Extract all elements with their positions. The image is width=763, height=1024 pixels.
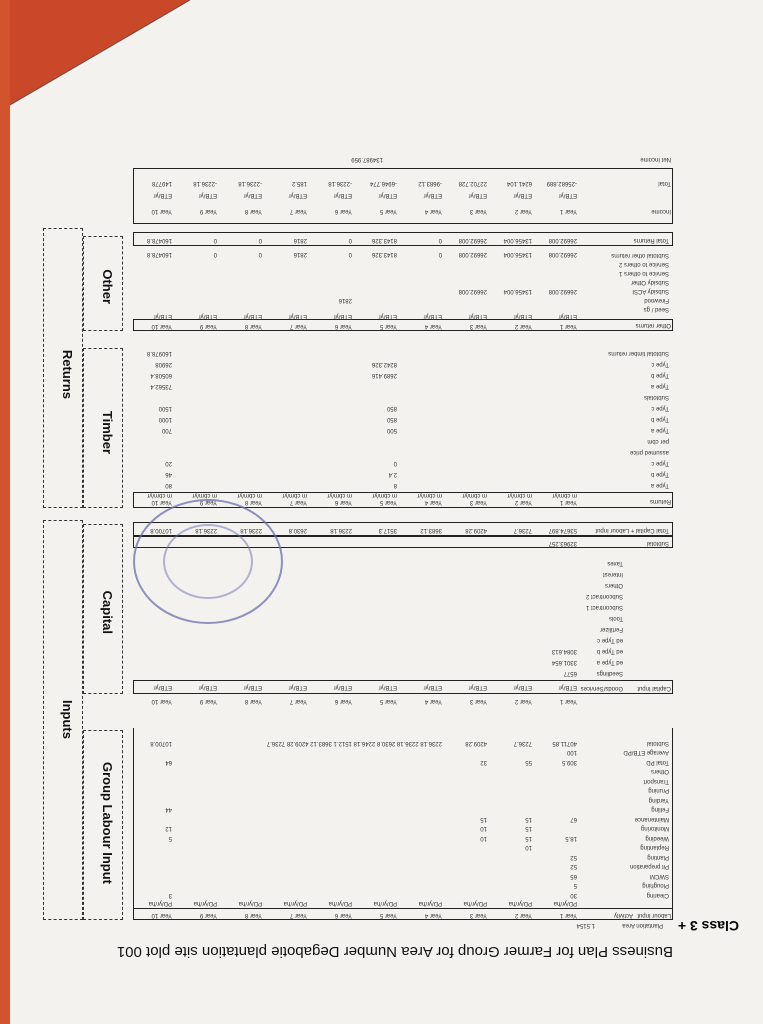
timber-value: 2.4 (388, 471, 397, 477)
labour-value: 10 (480, 825, 487, 832)
capital-item: ed Type a (596, 659, 623, 665)
labour-value: 15 (525, 835, 532, 841)
labour-value: 12 (165, 825, 172, 832)
labour-activity: Pit preparation (629, 863, 669, 870)
other-unit: ETB/yr (378, 313, 397, 319)
total-returns-row (133, 232, 673, 246)
timber-value: 1500 (158, 405, 172, 411)
timber-year-header: Year 8 (244, 499, 262, 505)
capital-unit: ETB/yr (243, 684, 262, 690)
labour-unit: PD/yr/ha (238, 900, 262, 906)
income-year-header: Year 1 (559, 208, 577, 214)
other-subtotal: 160478.8 (146, 251, 172, 257)
capital-total-value: 2630.8 (288, 527, 307, 533)
timber-value: 46 (165, 471, 172, 477)
capital-item: Others (604, 582, 623, 588)
capital-year-header: Year 4 (424, 698, 442, 704)
timber-value: 700 (161, 427, 172, 433)
other-subtotal: 0 (438, 251, 442, 257)
timber-year-header: Year 2 (514, 499, 532, 505)
timber-item: Type a (650, 482, 669, 488)
labour-activity: Replanting (640, 844, 669, 851)
income-year-header: Year 9 (199, 208, 217, 214)
labour-value: 5 (168, 835, 172, 841)
income-value: 185.2 (291, 180, 307, 186)
timber-year-header: Year 5 (379, 499, 397, 505)
other-unit: ETB/yr (333, 313, 352, 319)
timber-value: 60508.4 (150, 372, 172, 378)
labour-header: Labour Input (637, 912, 671, 918)
plantation-area-label: Plantation Area (622, 922, 663, 928)
capital-header: Capital Input (637, 685, 671, 691)
income-year-header: Year 7 (289, 208, 307, 214)
total-returns-value: 2816 (293, 237, 307, 243)
other-unit: ETB/yr (198, 313, 217, 319)
other-unit: ETB/yr (513, 313, 532, 319)
timber-value: 850 (386, 405, 397, 411)
other-label: Other (100, 269, 115, 304)
capital-year-header: Year 3 (469, 698, 487, 704)
income-value: 22702.728 (458, 180, 487, 186)
other-subtotal: 13456.004 (503, 251, 532, 257)
timber-label: Timber (100, 410, 115, 454)
labour-value: 309.5 (561, 759, 577, 765)
capital-total-value: 7236.7 (513, 527, 532, 533)
timber-value: 1000 (158, 416, 172, 422)
timber-value: 500 (386, 427, 397, 433)
plantation-area-value: 1.5154 (576, 922, 595, 928)
labour-unit: PD/yr/ha (283, 900, 307, 906)
other-unit: ETB/yr (243, 313, 262, 319)
timber-value: 160978.8 (146, 350, 172, 356)
document-title: Business Plan for Farmer Group for Area Number Degabotie plantation site plot 001 (116, 943, 673, 960)
capital-item: Taxes (607, 560, 623, 566)
other-subtotal: 0 (213, 251, 217, 257)
total-returns-value: 0 (438, 237, 442, 243)
income-unit: ETB/yr (288, 192, 307, 198)
other-item: Subsidy ACSI (632, 288, 669, 294)
timber-value: 26908 (155, 361, 172, 367)
labour-activity: Ploughing (642, 882, 669, 889)
labour-value: 55 (525, 759, 532, 765)
timber-year-header: Year 4 (424, 499, 442, 505)
income-year-header: Year 3 (469, 208, 487, 214)
labour-value: 10 (480, 835, 487, 841)
labour-value: 3 (168, 892, 172, 898)
timber-header: Returns (649, 498, 671, 504)
other-firewood: 2816 (338, 297, 352, 303)
income-unit: ETB/yr (333, 192, 352, 198)
class-label: Class 3 + (677, 918, 739, 934)
rotated-document (0, 156, 763, 1024)
labour-year-header: Year 6 (334, 912, 352, 918)
timber-year-header: Year 3 (469, 499, 487, 505)
income-value: 6241.104 (506, 180, 532, 186)
timber-unit: m cbm/yr (372, 492, 397, 498)
timber-unit: m cbm/yr (237, 492, 262, 498)
capital-value: 3084.613 (551, 648, 577, 654)
income-year-header: Year 10 (151, 208, 172, 214)
labour-value: 15 (480, 816, 487, 822)
net-income-value: 134987.959 (351, 156, 383, 162)
labour-year-header: Year 2 (514, 912, 532, 918)
income-year-header: Year 2 (514, 208, 532, 214)
labour-value: 5 (573, 882, 577, 889)
capital-year-header: Year 2 (514, 698, 532, 704)
income-unit: ETB/yr (558, 192, 577, 198)
capital-total-value: 2236.18 (240, 527, 262, 533)
timber-value: 80 (165, 482, 172, 488)
labour-value: 4209.28 (465, 740, 487, 746)
capital-year-header: Year 10 (151, 698, 172, 704)
other-subtotal: 8143.326 (371, 251, 397, 257)
other-unit: ETB/yr (423, 313, 442, 319)
capital-total-label: Total Capital + Labour Input (595, 527, 669, 533)
other-year-header: Year 6 (334, 323, 352, 329)
timber-value: 0 (393, 460, 397, 466)
labour-activity: SWCM (650, 873, 669, 879)
other-subtotal: 26692.008 (458, 251, 487, 257)
labour-activity: Others (650, 768, 669, 775)
timber-unit: m cbm/yr (552, 492, 577, 498)
labour-value: 52 (570, 863, 577, 870)
group-labour-label: Group Labour Input (100, 761, 115, 884)
income-unit: ETB/yr (468, 192, 487, 198)
labour-activity: Felling (651, 806, 669, 813)
labour-unit: PD/yr/ha (463, 900, 487, 906)
labour-unit: PD/yr/ha (373, 900, 397, 906)
capital-year-header: Year 6 (334, 698, 352, 704)
capital-year-header: Year 8 (244, 698, 262, 704)
other-year-header: Year 8 (244, 323, 262, 329)
capital-total-value: 2236.18 (330, 527, 352, 533)
capital-total-value: 53674.897 (548, 527, 577, 533)
income-header: Income (651, 208, 671, 214)
labour-activity: Total PD (646, 759, 669, 765)
timber-item: assumed price (629, 449, 669, 455)
other-item: Service to others 2 (618, 261, 669, 267)
labour-year-header: Year 9 (199, 912, 217, 918)
other-item: Subtotal other returns (611, 252, 669, 258)
paper-fold (10, 0, 210, 110)
timber-item: Type c (651, 405, 669, 411)
labour-unit: PD/yr/ha (553, 900, 577, 906)
total-returns-value: 160478.8 (146, 237, 172, 243)
capital-year-header: Year 5 (379, 698, 397, 704)
capital-year-header: Year 9 (199, 698, 217, 704)
timber-unit: m cbm/yr (417, 492, 442, 498)
labour-total-row: 2236.18 2236.18 2630.8 2246.18 1512.1 3683.12 4209.28 7236.7 (266, 740, 442, 746)
timber-unit: m cbm/yr (192, 492, 217, 498)
labour-value: 7236.7 (513, 740, 532, 746)
other-year-header: Year 9 (199, 323, 217, 329)
labour-value: 10700.8 (150, 740, 172, 746)
other-year-header: Year 4 (424, 323, 442, 329)
other-subtotal: 26692.008 (548, 251, 577, 257)
timber-item: Type c (651, 361, 669, 367)
timber-unit: m cbm/yr (507, 492, 532, 498)
capital-value: 6577 (563, 670, 577, 676)
capital-total-value: 4209.28 (465, 527, 487, 533)
other-unit: ETB/yr (558, 313, 577, 319)
capital-item: Subcontract 2 (585, 593, 623, 599)
labour-value: 18.5 (565, 835, 577, 841)
capital-year-header: Year 7 (289, 698, 307, 704)
income-year-header: Year 4 (424, 208, 442, 214)
organization-stamp-inner (163, 524, 253, 599)
capital-unit: ETB/yr (558, 684, 577, 690)
other-unit: ETB/yr (468, 313, 487, 319)
income-value: -6946.774 (369, 180, 397, 186)
income-unit: ETB/yr (423, 192, 442, 198)
labour-year-header: Year 4 (424, 912, 442, 918)
other-item: Subsidy Other (630, 279, 669, 285)
income-total-label: Total (658, 180, 671, 186)
other-header: Other returns (635, 322, 671, 328)
timber-year-header: Year 1 (559, 499, 577, 505)
timber-item: Type b (650, 471, 669, 477)
other-subsidy: 13456.004 (503, 288, 532, 294)
timber-year-header: Year 10 (151, 499, 172, 505)
capital-unit: ETB/yr (423, 684, 442, 690)
timber-unit: m cbm/yr (147, 492, 172, 498)
timber-item: Subtotal timber returns (608, 350, 669, 356)
capital-item: ed Type c (597, 637, 623, 643)
labour-activity: Average ETB/PD (623, 749, 669, 756)
income-unit: ETB/yr (153, 192, 172, 198)
timber-item: Subtotals (643, 394, 669, 400)
timber-value: 73562.4 (150, 383, 172, 389)
income-value: -2236.18 (193, 180, 217, 186)
total-returns-value: 13456.004 (503, 237, 532, 243)
income-year-header: Year 5 (379, 208, 397, 214)
income-value: -2236.18 (328, 180, 352, 186)
capital-year-header: Year 1 (559, 698, 577, 704)
timber-year-header: Year 7 (289, 499, 307, 505)
other-subsidy: 26692.008 (548, 288, 577, 294)
timber-unit: m cbm/yr (327, 492, 352, 498)
capital-total-value: 3517.3 (378, 527, 397, 533)
timber-year-header: Year 6 (334, 499, 352, 505)
total-returns-value: 26692.008 (458, 237, 487, 243)
capital-subtotal-value: 32963.257 (548, 540, 577, 546)
capital-item: ed Type b (596, 648, 623, 654)
labour-unit: PD/yr/ha (148, 900, 172, 906)
labour-year-header: Year 7 (289, 912, 307, 918)
capital-subtotal-label: Subtotal (646, 540, 669, 546)
timber-value: 850 (386, 416, 397, 422)
labour-unit: PD/yr/ha (508, 900, 532, 906)
income-unit: ETB/yr (513, 192, 532, 198)
other-year-header: Year 2 (514, 323, 532, 329)
capital-total-value: 10700.8 (150, 527, 172, 533)
labour-year-header: Year 10 (151, 912, 172, 918)
labour-activity: Monitoring (640, 825, 669, 832)
other-year-header: Year 1 (559, 323, 577, 329)
income-year-header: Year 6 (334, 208, 352, 214)
income-value: -9683.12 (418, 180, 442, 186)
timber-year-header: Year 9 (199, 499, 217, 505)
other-year-header: Year 5 (379, 323, 397, 329)
total-returns-value: 26692.008 (548, 237, 577, 243)
timber-item: Type c (651, 460, 669, 466)
labour-value: 32 (480, 759, 487, 765)
other-year-header: Year 3 (469, 323, 487, 329)
labour-year-header: Year 1 (559, 912, 577, 918)
labour-activity-header: Activity (613, 912, 633, 918)
income-value: -25682.889 (546, 180, 577, 186)
labour-activity: Subtotal (646, 740, 669, 746)
other-subtotal: 0 (348, 251, 352, 257)
labour-activity: Yarding (648, 797, 669, 803)
capital-total-value: 3683.12 (420, 527, 442, 533)
capital-unit: ETB/yr (153, 684, 172, 690)
labour-activity: Planting (647, 854, 669, 860)
labour-year-header: Year 3 (469, 912, 487, 918)
timber-item: Type a (650, 427, 669, 433)
other-subtotal: 0 (258, 251, 262, 257)
other-year-header: Year 7 (289, 323, 307, 329)
labour-year-header: Year 8 (244, 912, 262, 918)
labour-value: 100 (566, 749, 577, 756)
inputs-label: Inputs (60, 700, 75, 739)
labour-value: 10 (525, 844, 532, 851)
capital-label: Capital (100, 590, 115, 634)
capital-item: Seedlings (596, 670, 623, 676)
net-income-label: Net Income (640, 156, 671, 162)
capital-unit: ETB/yr (288, 684, 307, 690)
timber-item: Type b (650, 372, 669, 378)
labour-value: 64 (165, 759, 172, 765)
other-unit: ETB/yr (153, 313, 172, 319)
total-returns-value: 8143.326 (371, 237, 397, 243)
other-item: Service to others 1 (618, 270, 669, 276)
labour-value: 15 (525, 825, 532, 832)
income-unit: ETB/yr (378, 192, 397, 198)
labour-value: 65 (570, 873, 577, 879)
timber-item: per cbm (647, 438, 669, 444)
timber-value: 8242.326 (371, 361, 397, 367)
labour-activity: Weeding (645, 835, 669, 841)
labour-value: 67 (570, 816, 577, 822)
labour-value: 44 (165, 806, 172, 813)
income-unit: ETB/yr (198, 192, 217, 198)
labour-year-header: Year 5 (379, 912, 397, 918)
capital-goods-label: Goods/Services (580, 685, 623, 691)
other-item: Seed / gs (643, 306, 669, 312)
timber-value: 8 (393, 482, 397, 488)
labour-unit: PD/yr/ha (193, 900, 217, 906)
labour-value: 30 (570, 892, 577, 898)
other-year-header: Year 10 (151, 323, 172, 329)
income-unit: ETB/yr (243, 192, 262, 198)
capital-unit: ETB/yr (378, 684, 397, 690)
other-unit: ETB/yr (288, 313, 307, 319)
returns-label: Returns (60, 349, 75, 399)
labour-value: 52 (570, 854, 577, 860)
capital-item: Tools (608, 615, 623, 621)
capital-unit: ETB/yr (468, 684, 487, 690)
capital-value: 3301.654 (551, 659, 577, 665)
labour-value: 40711.85 (552, 740, 577, 746)
income-value: 149778 (151, 180, 172, 186)
total-returns-label: Total Returns (633, 237, 669, 243)
timber-item: Type a (650, 383, 669, 389)
capital-item: Subcontract 1 (585, 604, 623, 610)
total-returns-value: 0 (348, 237, 352, 243)
capital-item: Fertilizer (599, 626, 623, 632)
income-value: -2236.18 (238, 180, 262, 186)
capital-item: Interest (602, 571, 623, 577)
labour-activity: Clearing (646, 892, 669, 898)
capital-unit: ETB/yr (198, 684, 217, 690)
income-year-header: Year 8 (244, 208, 262, 214)
timber-item: Type b (650, 416, 669, 422)
timber-unit: m cbm/yr (462, 492, 487, 498)
labour-unit: PD/yr/ha (328, 900, 352, 906)
capital-unit: ETB/yr (513, 684, 532, 690)
labour-activity: Transport (643, 778, 669, 784)
labour-activity: Maintenance (634, 816, 669, 822)
timber-value: 20 (165, 460, 172, 466)
other-item: Firewood (644, 297, 669, 303)
labour-activity: Pruning (648, 787, 669, 794)
other-subtotal: 2816 (293, 251, 307, 257)
capital-total-value: 2236.18 (195, 527, 217, 533)
labour-body (133, 728, 673, 908)
timber-unit: m cbm/yr (282, 492, 307, 498)
total-returns-value: 0 (258, 237, 262, 243)
timber-value: 2689.416 (371, 372, 397, 378)
total-returns-value: 0 (213, 237, 217, 243)
labour-value: 15 (525, 816, 532, 822)
labour-unit: PD/yr/ha (418, 900, 442, 906)
other-subsidy: 26692.008 (458, 288, 487, 294)
capital-unit: ETB/yr (333, 684, 352, 690)
